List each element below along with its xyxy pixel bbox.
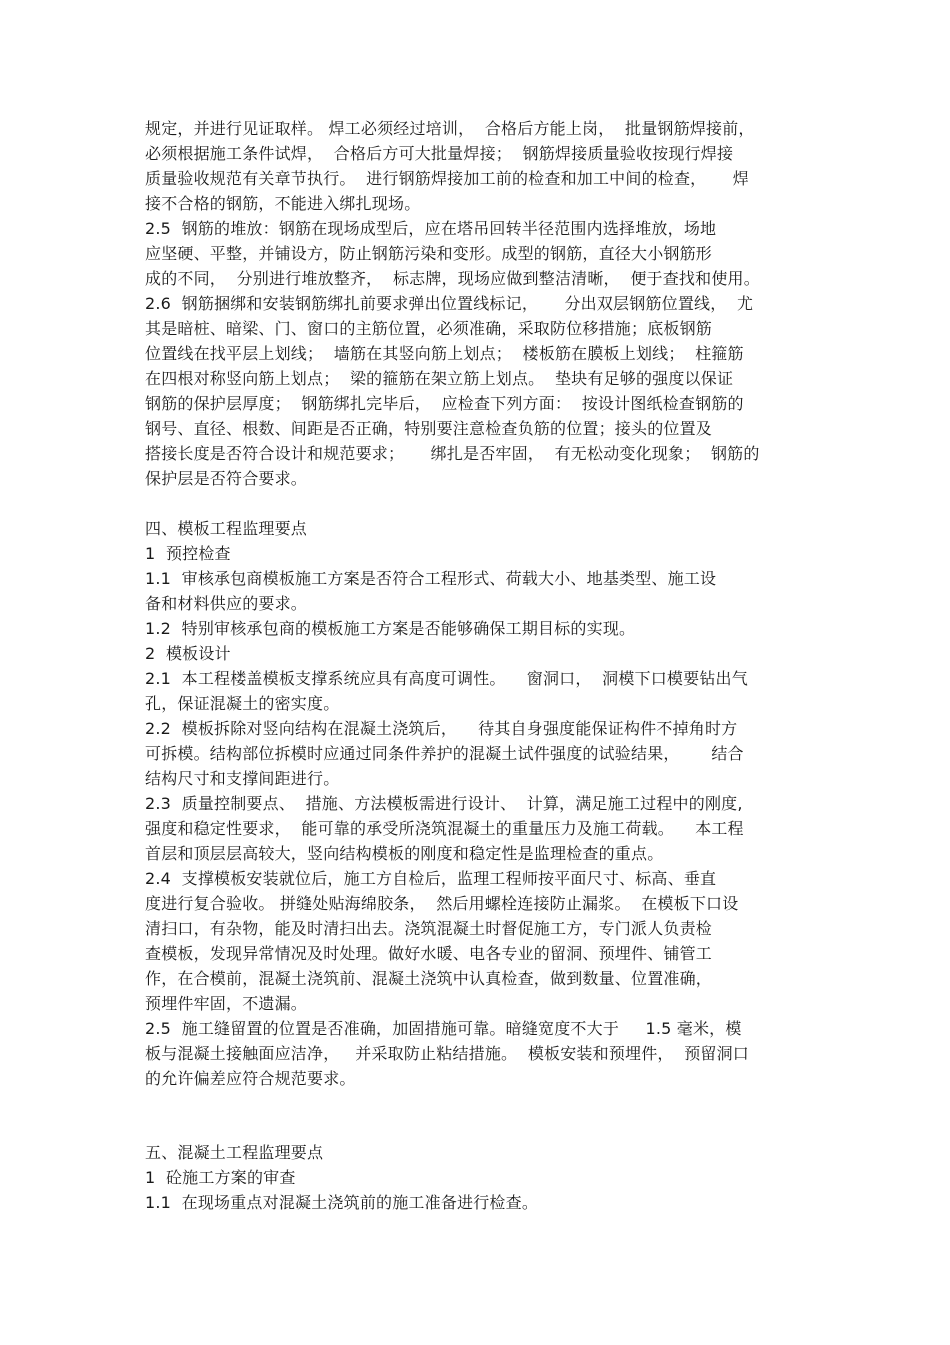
text-line: 首层和顶层层高较大，竖向结构模板的刚度和稳定性是监理检查的重点。 bbox=[145, 844, 664, 863]
text-line: 必须根据施工条件试焊， 合格后方可大批量焊接； 钢筋焊接质量验收按现行焊接 bbox=[145, 144, 734, 163]
text-line: 搭接长度是否符合设计和规范要求； 绑扎是否牢固， 有无松动变化现象； 钢筋的 bbox=[145, 444, 760, 463]
text-line: 在四根对称竖向筋上划点； 梁的箍筋在架立筋上划点。 垫块有足够的强度以保证 bbox=[145, 369, 734, 388]
text-line: 板与混凝土接触面应洁净， 并采取防止粘结措施。 模板安装和预埋件， 预留洞口 bbox=[145, 1044, 750, 1063]
text-line: 规定，并进行见证取样。 焊工必须经过培训， 合格后方能上岗， 批量钢筋焊接前， bbox=[145, 119, 755, 138]
subsection-heading: 2 模板设计 bbox=[145, 644, 231, 663]
subsection-heading: 1 预控检查 bbox=[145, 544, 231, 563]
section-heading: 五、混凝土工程监理要点 bbox=[145, 1143, 324, 1162]
text-line: 钢号、直径、根数、间距是否正确，特别要注意检查负筋的位置；接头的位置及 bbox=[145, 419, 713, 438]
text-line: 位置线在找平层上划线； 墙筋在其竖向筋上划点； 楼板筋在膜板上划线； 柱箍筋 bbox=[145, 344, 744, 363]
text-line: 可拆模。结构部位拆模时应通过同条件养护的混凝土试件强度的试验结果， 结合 bbox=[145, 744, 744, 763]
text-line: 应坚硬、平整，并铺设方，防止钢筋污染和变形。成型的钢筋，直径大小钢筋形 bbox=[145, 244, 713, 263]
text-line: 备和材料供应的要求。 bbox=[145, 594, 308, 613]
section-heading: 四、模板工程监理要点 bbox=[145, 519, 308, 538]
text-line: 接不合格的钢筋，不能进入绑扎现场。 bbox=[145, 194, 421, 213]
text-line: 其是暗桩、暗梁、门、窗口的主筋位置，必须准确，采取防位移措施；底板钢筋 bbox=[145, 319, 713, 338]
text-line: 成的不同， 分别进行堆放整齐， 标志牌，现场应做到整洁清晰， 便于查找和使用。 bbox=[145, 269, 760, 288]
text-line: 2.5 施工缝留置的位置是否准确，加固措施可靠。暗缝宽度不大于 1.5 毫米，模 bbox=[145, 1019, 742, 1038]
text-line: 2.1 本工程楼盖模板支撑系统应具有高度可调性。 窗洞口， 洞模下口模要钻出气 bbox=[145, 669, 748, 688]
text-line: 保护层是否符合要求。 bbox=[145, 469, 308, 488]
text-line: 质量验收规范有关章节执行。 进行钢筋焊接加工前的检查和加工中间的检查， 焊 bbox=[145, 169, 750, 188]
text-line: 孔，保证混凝土的密实度。 bbox=[145, 694, 340, 713]
text-line: 2.4 支撑模板安装就位后，施工方自检后，监理工程师按平面尺寸、标高、垂直 bbox=[145, 869, 717, 888]
text-line: 清扫口，有杂物，能及时清扫出去。浇筑混凝土时督促施工方，专门派人负责检 bbox=[145, 919, 713, 938]
text-line: 结构尺寸和支撑间距进行。 bbox=[145, 769, 340, 788]
subsection-heading: 1 砼施工方案的审查 bbox=[145, 1168, 296, 1187]
text-line: 1.2 特别审核承包商的模板施工方案是否能够确保工期目标的实现。 bbox=[145, 619, 636, 638]
text-line: 预埋件牢固，不遗漏。 bbox=[145, 994, 308, 1013]
text-line: 度进行复合验收。 拼缝处贴海绵胶条， 然后用螺栓连接防止漏浆。 在模板下口设 bbox=[145, 894, 739, 913]
text-line: 的允许偏差应符合规范要求。 bbox=[145, 1069, 356, 1088]
text-line: 1.1 审核承包商模板施工方案是否符合工程形式、荷载大小、地基类型、施工设 bbox=[145, 569, 717, 588]
text-line: 1.1 在现场重点对混凝土浇筑前的施工准备进行检查。 bbox=[145, 1193, 539, 1212]
text-line: 2.3 质量控制要点、 措施、方法模板需进行设计、 计算，满足施工过程中的刚度, bbox=[145, 794, 743, 813]
text-line: 作，在合模前，混凝土浇筑前、混凝土浇筑中认真检查，做到数量、位置准确， bbox=[145, 969, 713, 988]
text-line: 钢筋的保护层厚度； 钢筋绑扎完毕后， 应检查下列方面： 按设计图纸检查钢筋的 bbox=[145, 394, 744, 413]
text-line: 2.6 钢筋捆绑和安装钢筋绑扎前要求弹出位置线标记， 分出双层钢筋位置线， 尤 bbox=[145, 294, 754, 313]
text-line: 查模板，发现异常情况及时处理。做好水暖、电各专业的留洞、预埋件、铺管工 bbox=[145, 944, 713, 963]
text-line: 强度和稳定性要求， 能可靠的承受所浇筑混凝土的重量压力及施工荷载。 本工程 bbox=[145, 819, 744, 838]
text-line: 2.5 钢筋的堆放：钢筋在现场成型后，应在塔吊回转半径范围内选择堆放，场地 bbox=[145, 219, 717, 238]
text-line: 2.2 模板拆除对竖向结构在混凝土浇筑后， 待其自身强度能保证构件不掉角时方 bbox=[145, 719, 738, 738]
